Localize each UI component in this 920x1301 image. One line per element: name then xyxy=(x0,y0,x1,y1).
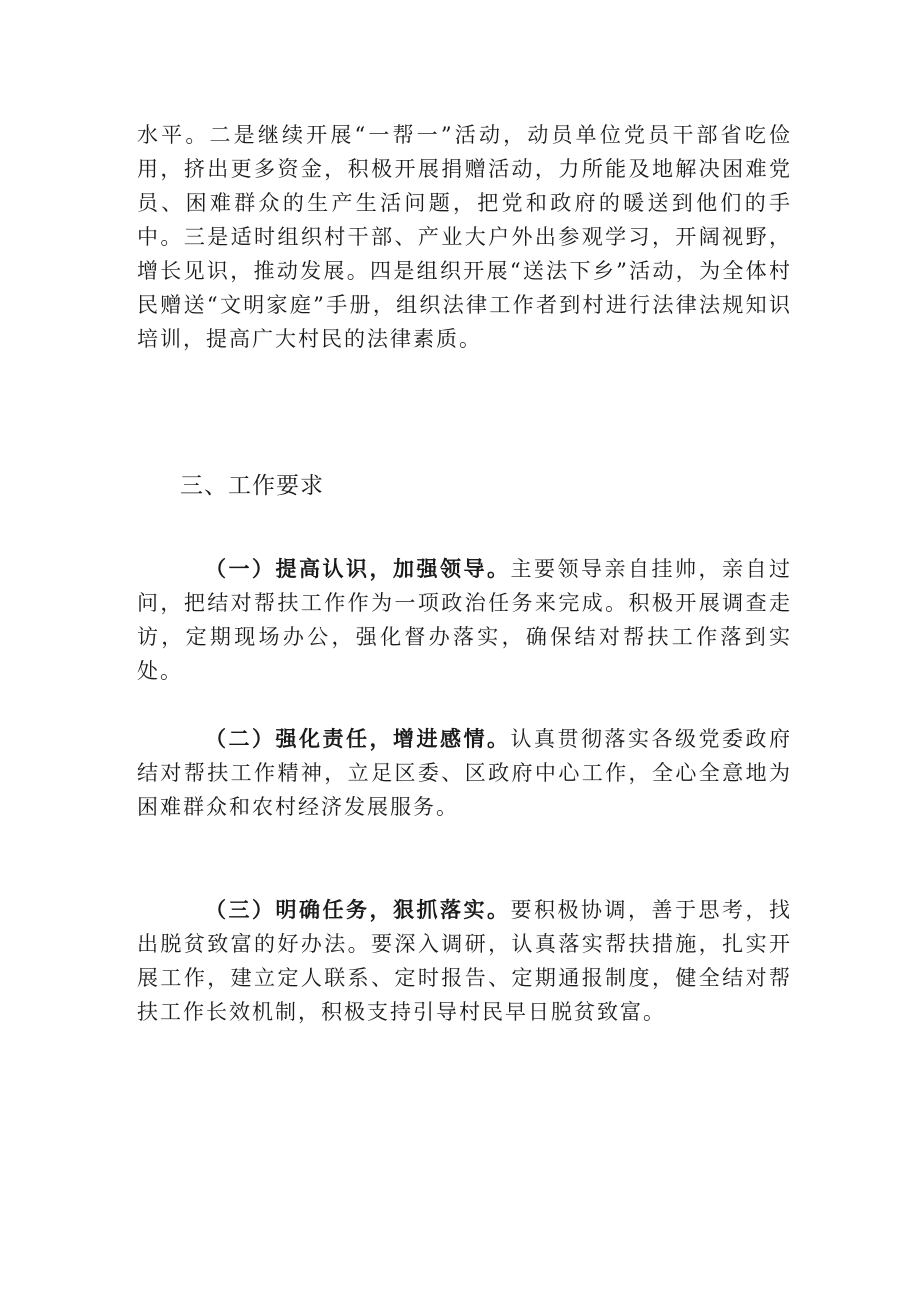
requirement-paragraph-3 xyxy=(137,893,792,1029)
intro-paragraph: 水平。二是继续开展“一帮一”活动，动员单位党员干部省吃俭用，挤出更多资金，积极开展捐赠活动，力所能及地解决困难党员、困难群众的生产生活问题，把党和政府的暖送到他们的手中。三是适时组织村干部、产业大户外出参观学习，开阔视野，增长见识，推动发展。四是组织开展“送法下乡”活动，为全体村民赠送“文明家庭”手册，组织法律工作者到村进行法律法规知识培训，提高广大村民的法律素质。 xyxy=(137,123,792,351)
requirement-lead-2: （二）强化责任，增进感情。 xyxy=(205,726,511,751)
requirement-paragraph-1 xyxy=(137,552,792,688)
requirement-body-2: 认真贯彻落实各级党委政府结对帮扶工作精神，立足区委、区政府中心工作，全心全意地为困难群众和农村经济发展服务。 xyxy=(137,727,792,819)
requirement-lead-3: （三）明确任务，狠抓落实。 xyxy=(205,897,511,922)
requirement-body-3: 要积极协调，善于思考，找出脱贫致富的好办法。要深入调研，认真落实帮扶措施，扎实开展工作，建立定人联系、定时报告、定期通报制度，健全结对帮扶工作长效机制，积极支持引导村民早日脱贫致富。 xyxy=(137,898,792,1024)
requirement-body-1: 主要领导亲自挂帅，亲自过问，把结对帮扶工作作为一项政治任务来完成。积极开展调查走访，定期现场办公，强化督办落实，确保结对帮扶工作落到实处。 xyxy=(137,557,792,683)
requirement-lead-1: （一）提高认识，加强领导。 xyxy=(205,556,511,581)
requirement-paragraph-2 xyxy=(137,722,792,824)
section-heading: 三、工作要求 xyxy=(180,473,324,499)
